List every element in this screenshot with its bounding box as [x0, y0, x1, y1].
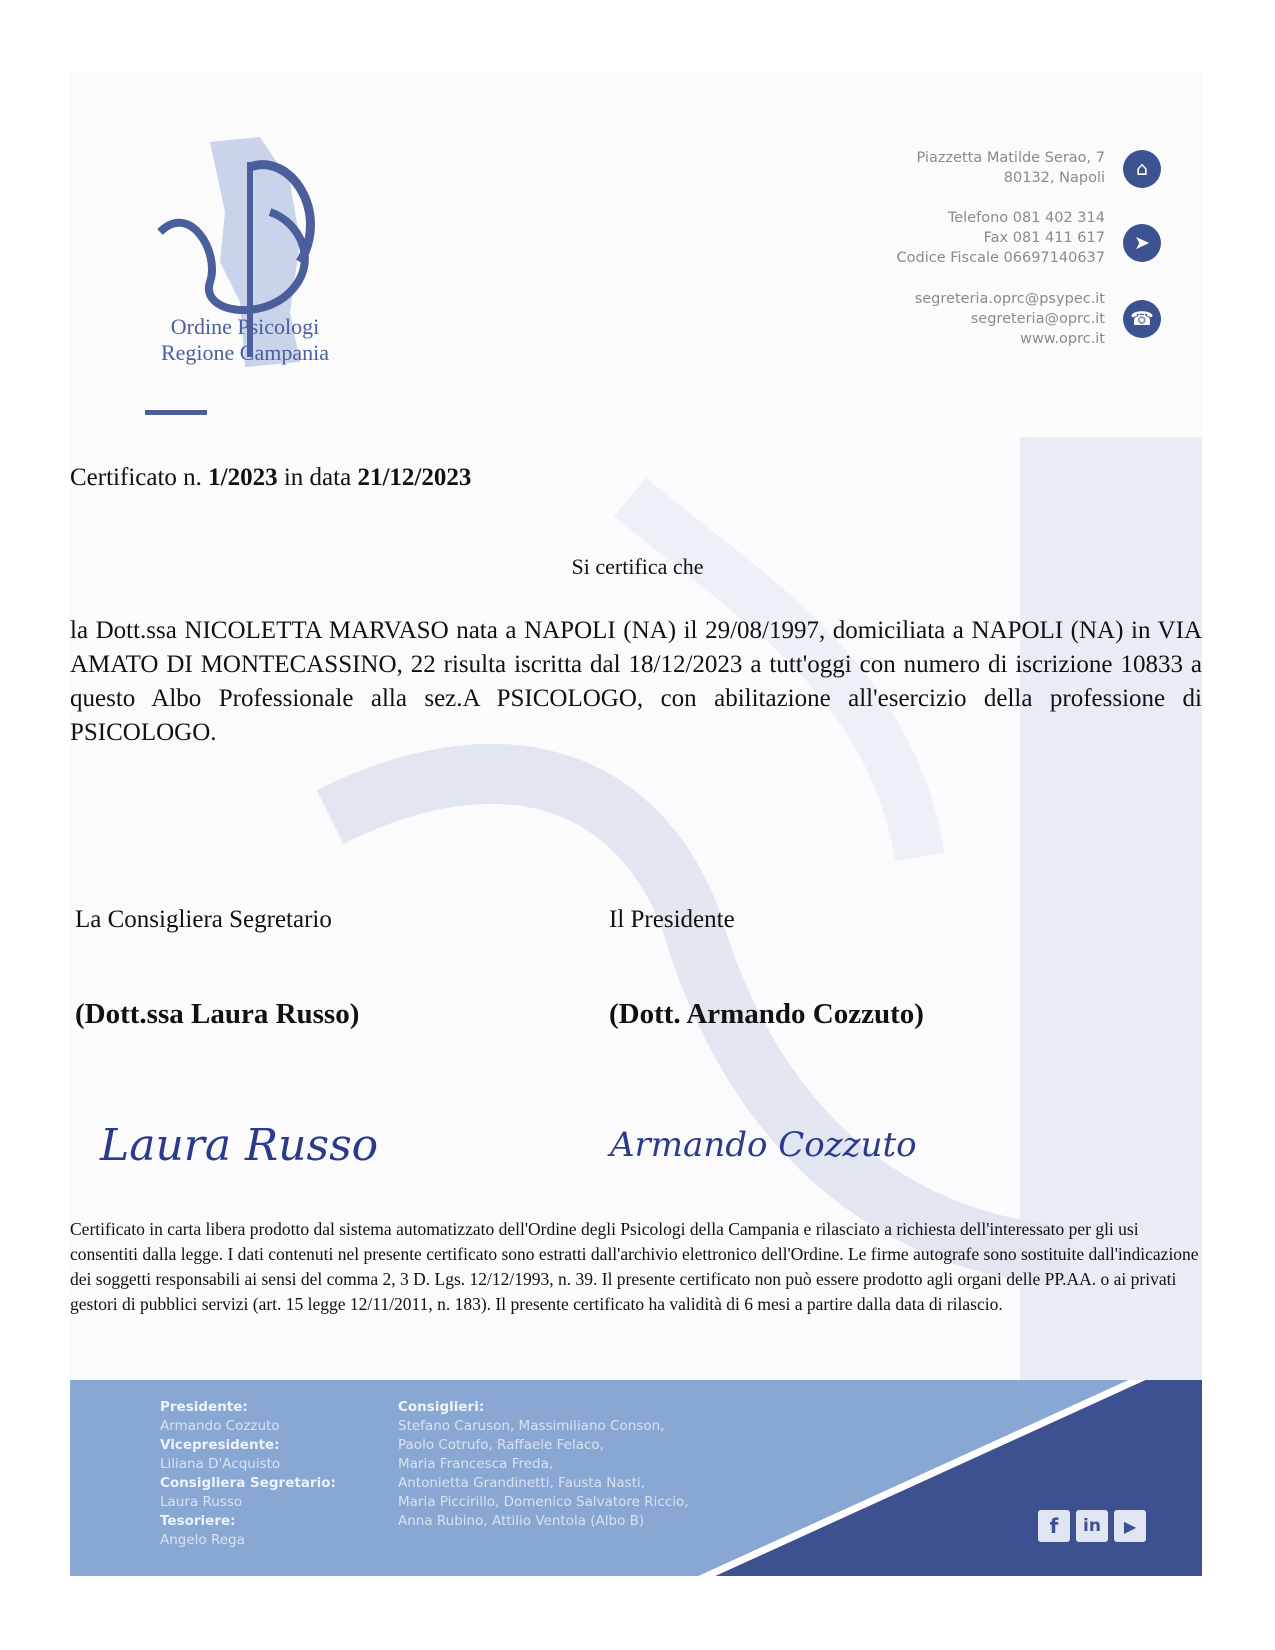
council-line: Antonietta Grandinetti, Fausta Nasti, — [398, 1475, 646, 1491]
website: www.oprc.it — [1020, 331, 1105, 347]
label: Tesoriere: — [160, 1513, 236, 1529]
council-line: Paolo Cotrufo, Raffaele Felaco, — [398, 1437, 604, 1453]
label: Presidente: — [160, 1399, 248, 1415]
officer-name: Liliana D'Acquisto — [160, 1456, 281, 1472]
address-line: Piazzetta Matilde Serao, 7 — [916, 150, 1105, 166]
youtube-icon[interactable]: ▶ — [1114, 1510, 1146, 1542]
right-signer-role: Il Presidente — [609, 906, 735, 933]
label: in data — [277, 464, 358, 491]
certificate-number: 1/2023 — [208, 464, 278, 491]
home-icon: ⌂ — [1123, 150, 1161, 188]
intro-text: Si certifica che — [571, 554, 704, 579]
phone-block — [897, 208, 1106, 268]
phone-line: Telefono 081 402 314 — [947, 210, 1105, 226]
email: segreteria@oprc.it — [970, 311, 1105, 327]
org-name-line: Ordine Psicologi — [170, 314, 320, 339]
linkedin-icon[interactable]: in — [1076, 1510, 1108, 1542]
label: Consiglieri: — [398, 1399, 485, 1415]
pec-email: segreteria.oprc@psypec.it — [914, 291, 1105, 307]
officer-name: Angelo Rega — [160, 1532, 245, 1548]
divider — [145, 410, 207, 415]
council-column — [398, 1398, 689, 1531]
certificate-date: 21/12/2023 — [357, 464, 472, 491]
label: Vicepresidente: — [160, 1437, 280, 1453]
disclaimer: Certificato in carta libera prodotto dal sistema automatizzato dell'Ordine degli Psicologi della Campania e rilasciato a richiesta dell'interessato per gli usi consentiti dalla legge. I dati contenuti nel presente certificato sono estratti dall'archivio elettronico dell'Ordine. Le firme autografe sono sostituite dall'indicazione dei soggetti responsabili ai sensi del comma 2, 3 D. Lgs. 12/12/1993, n. 39. Il presente certificato non può essere prodotto agli organi delle PP.AA. o ai privati gestori di pubblici servizi (art. 15 legge 12/11/2011, n. 183). Il presente certificato ha validità di 6 mesi a partire dalla data di rilascio. — [70, 1219, 1199, 1314]
right-signature: Armando Cozzuto — [610, 1125, 917, 1165]
officers-column — [160, 1398, 336, 1550]
send-icon: ➤ — [1123, 224, 1161, 262]
web-block — [915, 289, 1105, 349]
label: Consigliera Segretario: — [160, 1475, 336, 1491]
council-line: Stefano Caruson, Massimiliano Conson, — [398, 1418, 665, 1434]
org-name-line: Regione Campania — [160, 340, 329, 365]
certificate-body: la Dott.ssa NICOLETTA MARVASO nata a NAPOLI (NA) il 29/08/1997, domiciliata a NAPOLI (NA) in VIA AMATO DI MONTECASSINO, 22 risulta iscritta dal 18/12/2023 a tutt'oggi con numero di iscrizione 10833 a questo Albo Professionale alla sez.A PSICOLOGO, con abilitazione all'esercizio della professione di PSICOLOGO. — [70, 617, 1202, 746]
tax-code-line: Codice Fiscale 06697140637 — [896, 250, 1105, 266]
left-signature: Laura Russo — [100, 1120, 379, 1171]
facebook-icon[interactable]: f — [1038, 1510, 1070, 1542]
address-block — [916, 148, 1105, 188]
label: Certificato n. — [70, 464, 209, 491]
officer-name: Armando Cozzuto — [160, 1418, 280, 1434]
footer-band — [70, 1380, 1202, 1576]
certificate-number-line — [70, 464, 471, 492]
left-signer-role: La Consigliera Segretario — [75, 906, 332, 933]
address-line: 80132, Napoli — [1003, 170, 1105, 186]
officer-name: Laura Russo — [160, 1494, 243, 1510]
right-signer-name: (Dott. Armando Cozzuto) — [609, 998, 924, 1030]
council-line: Maria Piccirillo, Domenico Salvatore Riccio, — [398, 1494, 689, 1510]
left-signer-name: (Dott.ssa Laura Russo) — [75, 998, 360, 1030]
council-line: Maria Francesca Freda, — [398, 1456, 554, 1472]
org-name — [145, 314, 345, 366]
phone-icon: ☎ — [1123, 300, 1161, 338]
council-line: Anna Rubino, Attilio Ventola (Albo B) — [398, 1513, 645, 1529]
fax-line: Fax 081 411 617 — [983, 230, 1105, 246]
